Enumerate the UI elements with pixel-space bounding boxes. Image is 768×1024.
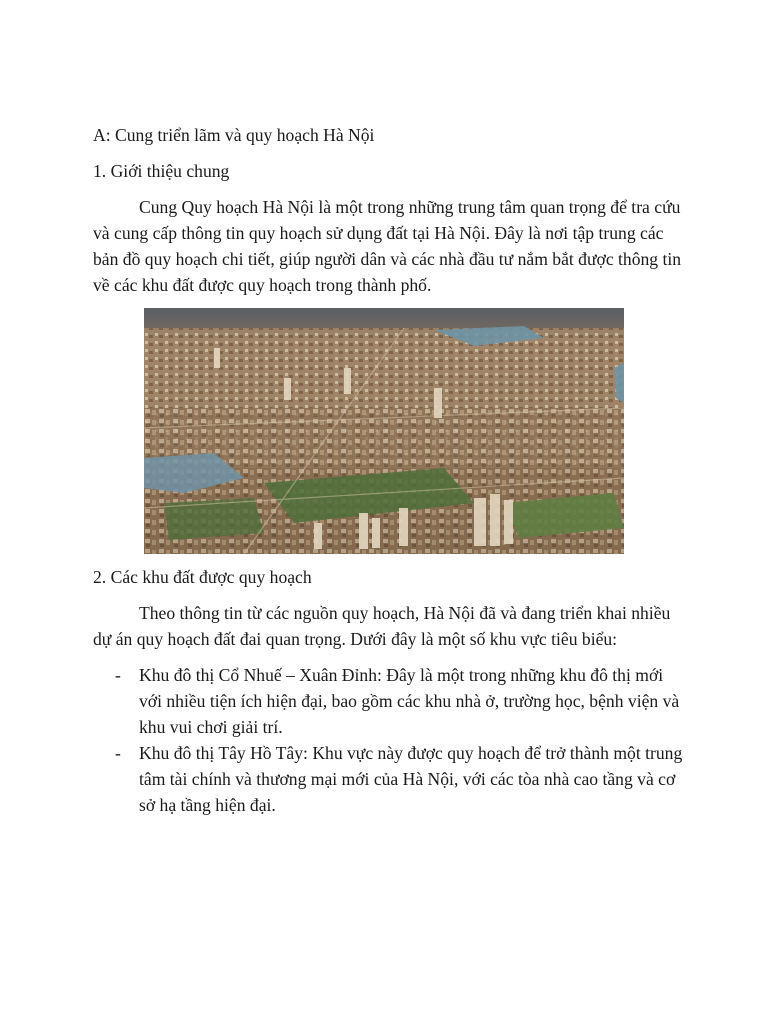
section-title-planned-areas: 2. Các khu đất được quy hoạch (93, 567, 312, 587)
city-model-photo (144, 308, 624, 554)
list-item-text: Khu đô thị Cổ Nhuế – Xuân Đỉnh: Đây là một trong những khu đô thị mới với nhiều tiện ích hiện đại, bao gồm các khu nhà ở, trường học, bệnh viện và khu vui chơi giải trí. (139, 665, 680, 737)
planned-areas-list (93, 662, 683, 818)
bullet-dash: - (115, 743, 121, 763)
list-item (93, 740, 683, 818)
list-item (93, 662, 683, 740)
intro-paragraph: Cung Quy hoạch Hà Nội là một trong những trung tâm quan trọng để tra cứu và cung cấp thông tin quy hoạch sử dụng đất tại Hà Nội. Đây là nơi tập trung các bản đồ quy hoạch chi tiết, giúp người dân và các nhà đầu tư nắm bắt được thông tin về các khu đất được quy hoạch trong thành phố. (93, 197, 682, 295)
document-heading: A: Cung triển lãm và quy hoạch Hà Nội (93, 125, 375, 145)
planned-areas-paragraph: Theo thông tin từ các nguồn quy hoạch, Hà Nội đã và đang triển khai nhiều dự án quy hoạch đất đai quan trọng. Dưới đây là một số khu vực tiêu biểu: (93, 603, 671, 649)
bullet-dash: - (115, 665, 121, 685)
city-model-photo-icon (144, 308, 624, 554)
section-title-intro: 1. Giới thiệu chung (93, 161, 230, 181)
list-item-text: Khu đô thị Tây Hồ Tây: Khu vực này được quy hoạch để trở thành một trung tâm tài chính và thương mại mới của Hà Nội, với các tòa nhà cao tầng và cơ sở hạ tầng hiện đại. (139, 743, 683, 815)
document-page (93, 122, 683, 818)
